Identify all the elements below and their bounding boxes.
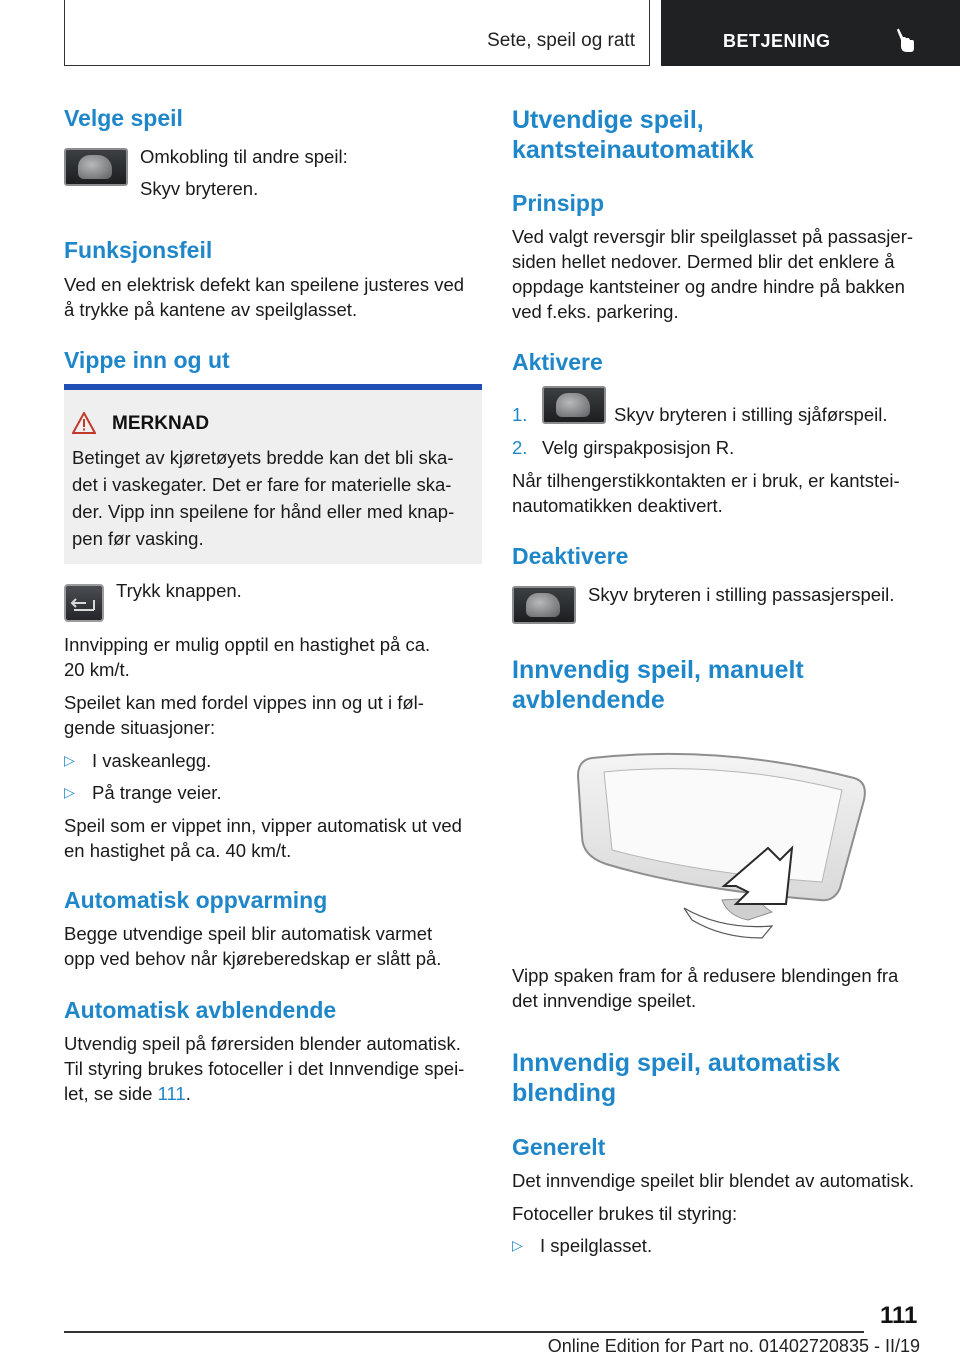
- bullet-triangle-icon: ▷: [512, 1237, 523, 1253]
- generelt-line1: Det innvendige speilet blir blendet av automatisk.: [512, 1170, 915, 1191]
- chapter-tab: [64, 0, 650, 66]
- naar-line1: Når tilhengerstikkontakten er i bruk, er kantstei-: [512, 470, 900, 491]
- notice-line: pen før vasking.: [72, 528, 204, 549]
- speilet-line2: gende situasjoner:: [64, 717, 216, 738]
- heading-innv-auto-1: Innvendig speil, automatisk: [512, 1049, 840, 1077]
- notice-text: [72, 444, 476, 552]
- footer-edition: Online Edition for Part no. 01402720835 - II/19: [547, 1336, 920, 1356]
- notice-line: der. Vipp inn speilene for hånd eller med knap-: [72, 501, 455, 522]
- notice-line: det i vaskegater. Det er fare for materielle ska-: [72, 474, 452, 495]
- section-tab: [661, 0, 960, 66]
- heading-deaktivere: Deaktivere: [512, 543, 629, 569]
- bullet-triangle-icon: ▷: [64, 784, 75, 800]
- section-title: BETJENING: [723, 31, 831, 51]
- prinsipp-line4: ved f.eks. parkering.: [512, 301, 679, 322]
- oppv-line1: Begge utvendige speil blir automatisk varmet: [64, 923, 433, 944]
- pointing-hand-icon: [893, 28, 915, 59]
- mirror-switch-icon: [542, 386, 606, 424]
- rearview-mirror-illustration: [572, 740, 872, 945]
- prinsipp-line2: siden hellet nedover. Dermed blir det enklere å: [512, 251, 895, 272]
- heading-avblendende: Automatisk avblendende: [64, 997, 337, 1023]
- vipp-line2: det innvendige speilet.: [512, 990, 697, 1011]
- heading-utvendige-2: kantsteinautomatikk: [512, 136, 754, 164]
- step-number: 2.: [512, 437, 528, 458]
- heading-vippe: Vippe inn og ut: [64, 347, 230, 373]
- oppv-line2: opp ved behov når kjøreberedskap er slått på.: [64, 948, 442, 969]
- funksjon-line1: Ved en elektrisk defekt kan speilene justeres ved: [64, 274, 465, 295]
- warning-triangle-icon: [72, 412, 96, 439]
- foto-line: Fotoceller brukes til styring:: [512, 1203, 738, 1224]
- footer-divider: [64, 1331, 864, 1333]
- step1-text: Skyv bryteren i stilling sjåførspeil.: [614, 404, 888, 425]
- mirror-switch-icon: [64, 148, 128, 186]
- step-number: 1.: [512, 404, 528, 425]
- page-link[interactable]: 111: [157, 1083, 186, 1104]
- funksjon-line2: å trykke på kantene av speilglasset.: [64, 299, 358, 320]
- heading-velge-speil: Velge speil: [64, 105, 183, 131]
- mirror-fold-button-icon: [64, 584, 104, 622]
- deaktivere-text: Skyv bryteren i stilling passasjerspeil.: [588, 584, 895, 605]
- vippet-line2: en hastighet på ca. 40 km/t.: [64, 840, 292, 861]
- avbl-line1: Utvendig speil på førersiden blender automatisk.: [64, 1033, 461, 1054]
- heading-utvendige-1: Utvendige speil,: [512, 106, 704, 134]
- heading-innv-manuelt-2: avblendende: [512, 686, 665, 714]
- naar-line2: nautomatikken deaktivert.: [512, 495, 723, 516]
- avbl-line2: Til styring brukes fotoceller i det Innvendige spei-: [64, 1058, 465, 1079]
- heading-aktivere: Aktivere: [512, 349, 603, 375]
- innv-line2: 20 km/t.: [64, 659, 130, 680]
- speilet-line1: Speilet kan med fordel vippes inn og ut i føl-: [64, 692, 424, 713]
- heading-funksjonsfeil: Funksjonsfeil: [64, 237, 213, 263]
- mirror-switch-icon: [512, 586, 576, 624]
- prinsipp-line1: Ved valgt reversgir blir speilglasset på passasjer-: [512, 226, 914, 247]
- page-header: [64, 0, 960, 66]
- bullet-triangle-icon: ▷: [64, 752, 75, 768]
- heading-prinsipp: Prinsipp: [512, 190, 605, 216]
- vipp-line1: Vipp spaken fram for å redusere blendingen fra: [512, 965, 899, 986]
- notice-line: Betinget av kjøretøyets bredde kan det bli ska-: [72, 447, 454, 468]
- heading-innv-auto-2: blending: [512, 1079, 617, 1107]
- vippet-line1: Speil som er vippet inn, vipper automatisk ut ved: [64, 815, 462, 836]
- heading-generelt: Generelt: [512, 1134, 606, 1160]
- page-number: 111: [880, 1302, 918, 1329]
- trykk-text: Trykk knappen.: [116, 580, 242, 601]
- avbl-line3: let, se side 111.: [64, 1083, 191, 1104]
- heading-innv-manuelt-1: Innvendig speil, manuelt: [512, 656, 804, 684]
- step2-text: Velg girspakposisjon R.: [542, 437, 735, 458]
- innv-line1: Innvipping er mulig opptil en hastighet på ca.: [64, 634, 431, 655]
- notice-title: MERKNAD: [112, 413, 210, 434]
- prinsipp-line3: oppdage kantsteiner og andre hindre på bakken: [512, 276, 905, 297]
- heading-oppvarming: Automatisk oppvarming: [64, 887, 328, 913]
- chapter-title: Sete, speil og ratt: [487, 30, 635, 51]
- velge-line1: Omkobling til andre speil:: [140, 146, 348, 167]
- notice-box: [64, 384, 482, 564]
- velge-line2: Skyv bryteren.: [140, 178, 259, 199]
